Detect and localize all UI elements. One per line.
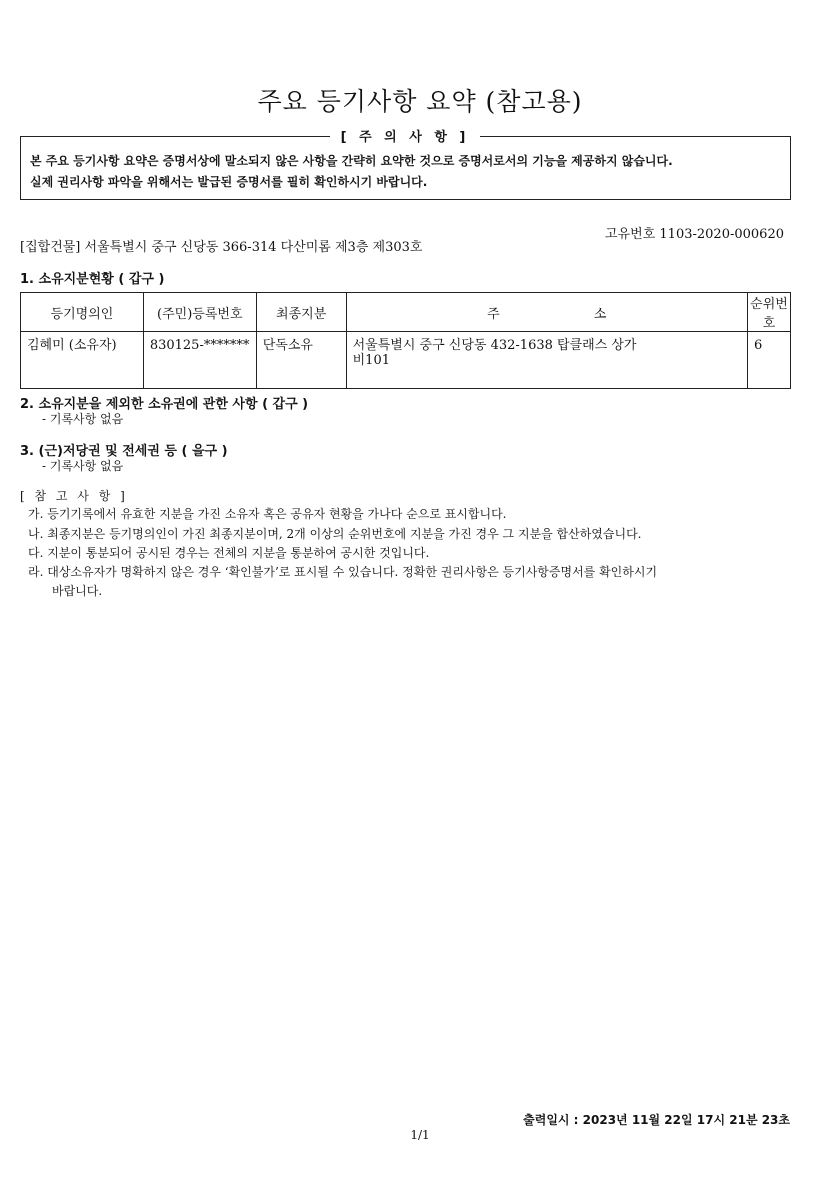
section3-note: - 기록사항 없음 [42, 459, 124, 473]
page-title: 주요 등기사항 요약 (참고용) [257, 87, 583, 116]
property-address: [집합건물] 서울특별시 중구 신당동 366-314 다산미롬 제3층 제303호 [20, 240, 423, 255]
owner-address-line2: 비101 [352, 353, 390, 368]
reference-item-1: 가. 등기기록에서 유효한 지분을 가진 소유자 혹은 공유자 현황을 가나다 순으로 표시합니다. [28, 507, 507, 521]
unique-number: 고유번호 1103-2020-000620 [605, 227, 784, 242]
owner-address [346, 332, 747, 389]
owner-rank: 6 [747, 332, 790, 389]
reference-item-3: 다. 지분이 통분되어 공시된 경우는 전체의 지분을 통분하여 공시한 것입니다. [28, 546, 430, 560]
printed-datetime: 출력일시 : 2023년 11월 22일 17시 21분 23초 [523, 1113, 790, 1127]
column-header-address: 주 소 [346, 293, 747, 332]
notice-header: [ 주 의 사 항 ] [330, 126, 480, 145]
reference-item-4-cont: 바랍니다. [52, 584, 103, 598]
reference-item-4: 라. 대상소유자가 명확하지 않은 경우 ‘확인불가’로 표시될 수 있습니다. 정확한 권리사항은 등기사항증명서를 확인하시기 [28, 565, 658, 579]
owner-share: 단독소유 [256, 332, 346, 389]
notice-line-2: 실제 권리사항 파악을 위해서는 발급된 증명서를 필히 확인하시기 바랍니다. [30, 175, 428, 189]
owner-name: 김혜미 (소유자) [21, 332, 144, 389]
ownership-table [20, 292, 791, 389]
column-header-reg-no: (주민)등록번호 [143, 293, 256, 332]
owner-address-line1: 서울특별시 중구 신당동 432-1638 탑클래스 상가 [352, 338, 637, 353]
section2-note: - 기록사항 없음 [42, 412, 124, 426]
reference-title: [ 참 고 사 항 ] [20, 489, 128, 503]
reference-item-2: 나. 최종지분은 등기명의인이 가진 최종지분이며, 2개 이상의 순위번호에 지분을 가진 경우 그 지분을 합산하였습니다. [28, 527, 642, 541]
section2-title: 2. 소유지분을 제외한 소유권에 관한 사항 ( 갑구 ) [20, 397, 309, 412]
page-number: 1/1 [410, 1128, 430, 1142]
section3-title: 3. (근)저당권 및 전세권 등 ( 을구 ) [20, 444, 228, 459]
section1-title: 1. 소유지분현황 ( 갑구 ) [20, 272, 165, 287]
owner-reg-no: 830125-******* [143, 332, 256, 389]
table-header-row [21, 293, 791, 332]
notice-line-1: 본 주요 등기사항 요약은 증명서상에 말소되지 않은 사항을 간략히 요약한 것으로 증명서로서의 기능을 제공하지 않습니다. [30, 154, 673, 168]
column-header-name: 등기명의인 [21, 293, 144, 332]
column-header-share: 최종지분 [256, 293, 346, 332]
table-row [21, 332, 791, 389]
column-header-rank: 순위번호 [747, 293, 790, 332]
